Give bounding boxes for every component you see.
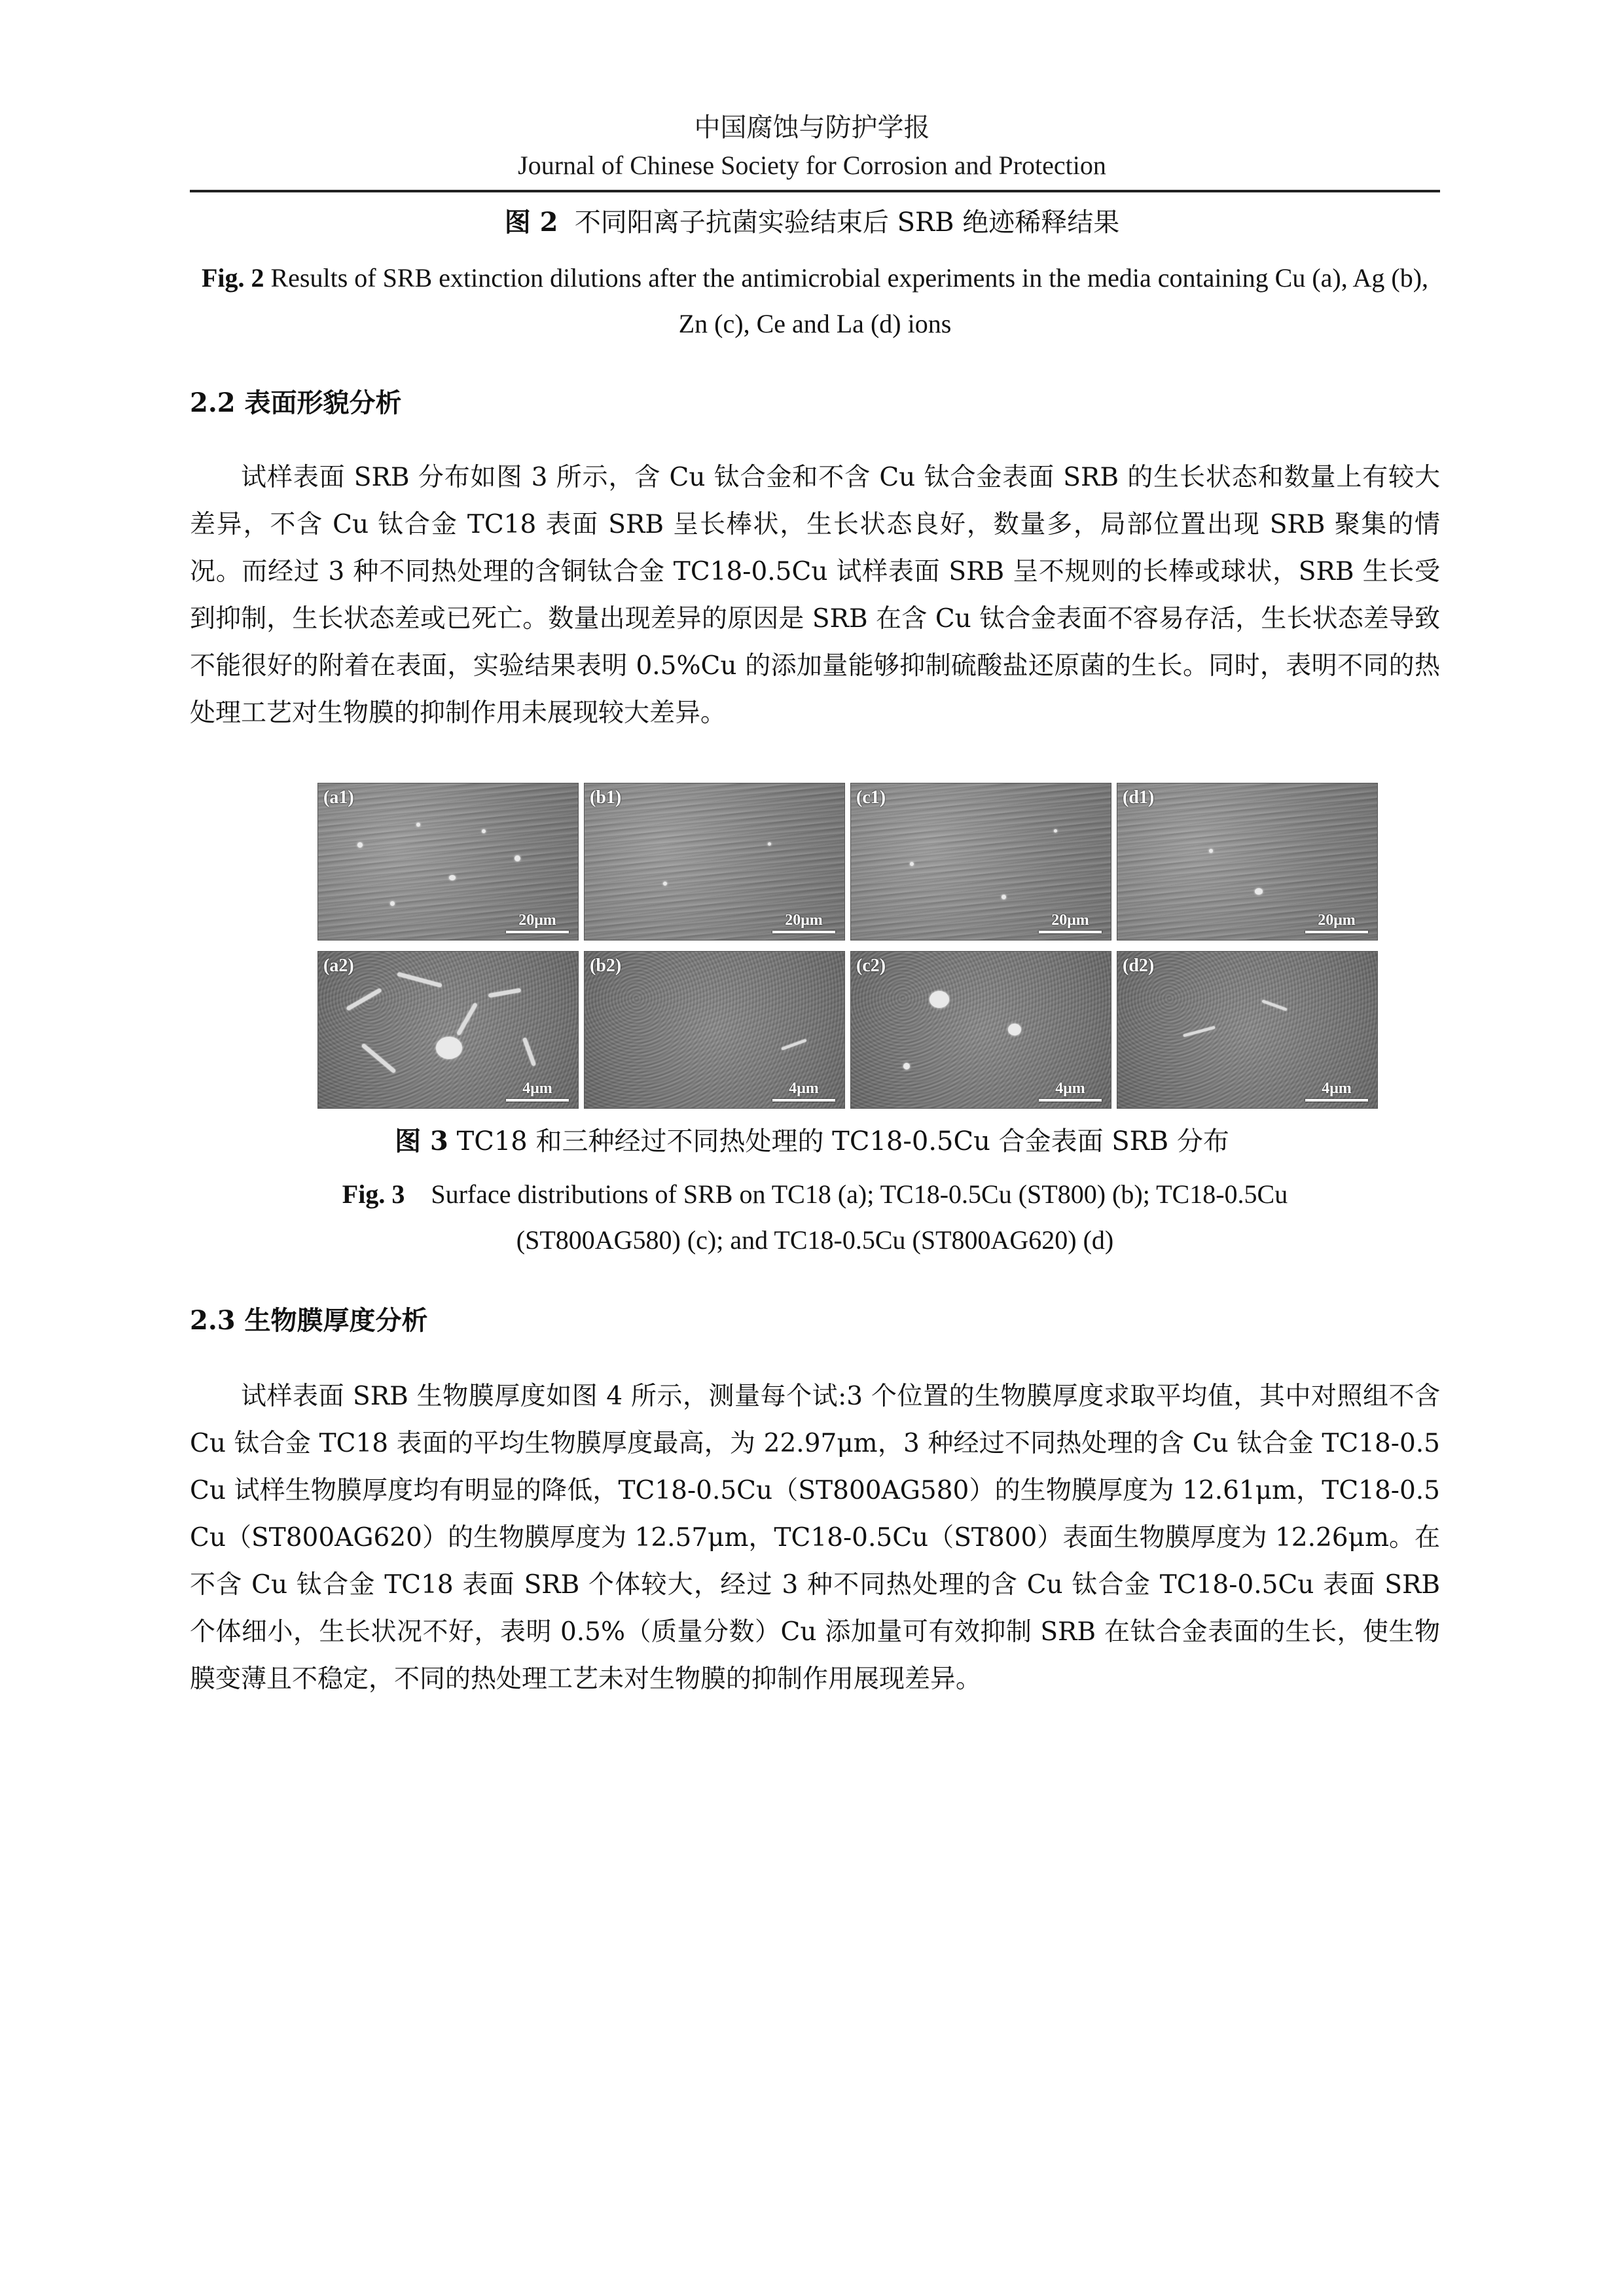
sem-panel-a2 <box>317 951 579 1109</box>
fig2-caption-en <box>190 255 1440 347</box>
panel-label: (d1) <box>1123 787 1155 808</box>
section-2-2-paragraph: 试样表面 SRB 分布如图 3 所示，含 Cu 钛合金和不含 Cu 钛合金表面 SRB 的生长状态和数量上有较大差异，不含 Cu 钛合金 TC18 表面 SRB 呈长棒状，生长状态良好，数量多，局部位置出现 SRB 聚集的情况。而经过 3 种不同热处理的含铜钛合金 TC18-0.5Cu 试样表面 SRB 呈不规则的长棒或球状，SRB 生长受到抑制，生长状态差或已死亡。数量出现差异的原因是 SRB 在含 Cu 钛合金表面不容易存活，生长状态差导致不能很好的附着在表面，实验结果表明 0.5%Cu 的添加量能够抑制硫酸盐还原菌的生长。同时，表明不同的热处理工艺对生物膜的抑制作用未展现较大差异。 <box>190 463 1440 728</box>
journal-title-en: Journal of Chinese Society for Corrosion and Protection <box>518 151 1106 180</box>
sem-panel-c1 <box>850 783 1111 941</box>
sem-panel-d1 <box>1117 783 1378 941</box>
sem-panel-b1 <box>584 783 845 941</box>
fig2-caption-cn <box>0 204 1624 241</box>
panel-label: (a1) <box>323 787 354 808</box>
fig2-caption-cn-text: 不同阳离子抗菌实验结束后 SRB 绝迹稀释结果 <box>574 207 1120 238</box>
section-heading-2-2: 2.2 表面形貌分析 <box>190 387 402 418</box>
fig2-caption-en-text: Results of SRB extinction dilutions after the antimicrobial experiments in the media containing Cu (a), Ag (b), Zn (c), Ce and La (d) ions <box>270 263 1429 338</box>
fig3-caption-cn-label: 图 3 <box>395 1126 448 1157</box>
sem-panel-a1 <box>317 783 579 941</box>
scale-bar: 4μm <box>1039 1080 1102 1102</box>
panel-label: (c2) <box>856 956 886 976</box>
section-2-3-paragraph: 试样表面 SRB 生物膜厚度如图 4 所示，测量每个试:3 个位置的生物膜厚度求取平均值，其中对照组不含 Cu 钛合金 TC18 表面的平均生物膜厚度最高，为 22.97μm，3 种经过不同热处理的含 Cu 钛合金 TC18-0.5Cu 试样生物膜厚度均有明显的降低，TC18-0.5Cu（ST800AG580）的生物膜厚度为 12.61μm，TC18-0.5Cu（ST800AG620）的生物膜厚度为 12.57μm，TC18-0.5Cu（ST800）表面生物膜厚度为 12.26μm。在不含 Cu 钛合金 TC18 表面 SRB 个体较大，经过 3 种不同热处理的含 Cu 钛合金 TC18-0.5Cu 表面 SRB 个体细小，生长状况不好，表明 0.5%（质量分数）Cu 添加量可有效抑制 SRB 在钛合金表面的生长，使生物膜变薄且不稳定，不同的热处理工艺未对生物膜的抑制作用展现差异。 <box>190 1382 1440 1694</box>
scale-bar: 4μm <box>506 1080 569 1102</box>
scale-bar: 20μm <box>506 912 569 933</box>
fig3-caption-en-label: Fig. 3 <box>342 1179 405 1209</box>
fig2-caption-en-label: Fig. 2 <box>201 263 264 293</box>
panel-label: (b2) <box>590 956 622 976</box>
scale-bar: 20μm <box>772 912 835 933</box>
scale-bar: 4μm <box>1305 1080 1368 1102</box>
fig3-caption-cn-text: TC18 和三种经过不同热处理的 TC18-0.5Cu 合金表面 SRB 分布 <box>456 1126 1229 1157</box>
panel-label: (d2) <box>1123 956 1155 976</box>
fig3-sem-grid <box>317 783 1378 1109</box>
scale-bar: 4μm <box>772 1080 835 1102</box>
journal-title-cn: 中国腐蚀与防护学报 <box>694 113 930 143</box>
fig3-caption-en <box>288 1172 1342 1263</box>
panel-label: (c1) <box>856 787 886 808</box>
sem-panel-b2 <box>584 951 845 1109</box>
scale-bar: 20μm <box>1039 912 1102 933</box>
fig2-caption-cn-label: 图 2 <box>504 207 558 238</box>
scale-bar: 20μm <box>1305 912 1368 933</box>
sem-panel-c2 <box>850 951 1111 1109</box>
panel-label: (a2) <box>323 956 354 976</box>
header-divider <box>190 190 1440 192</box>
sem-panel-d2 <box>1117 951 1378 1109</box>
fig3-caption-cn <box>0 1123 1624 1160</box>
fig3-caption-en-text: Surface distributions of SRB on TC18 (a); TC18-0.5Cu (ST800) (b); TC18-0.5Cu (ST800AG580) (c); and TC18-0.5Cu (ST800AG620) (d) <box>431 1179 1288 1255</box>
panel-label: (b1) <box>590 787 622 808</box>
section-heading-2-3: 2.3 生物膜厚度分析 <box>190 1305 428 1336</box>
